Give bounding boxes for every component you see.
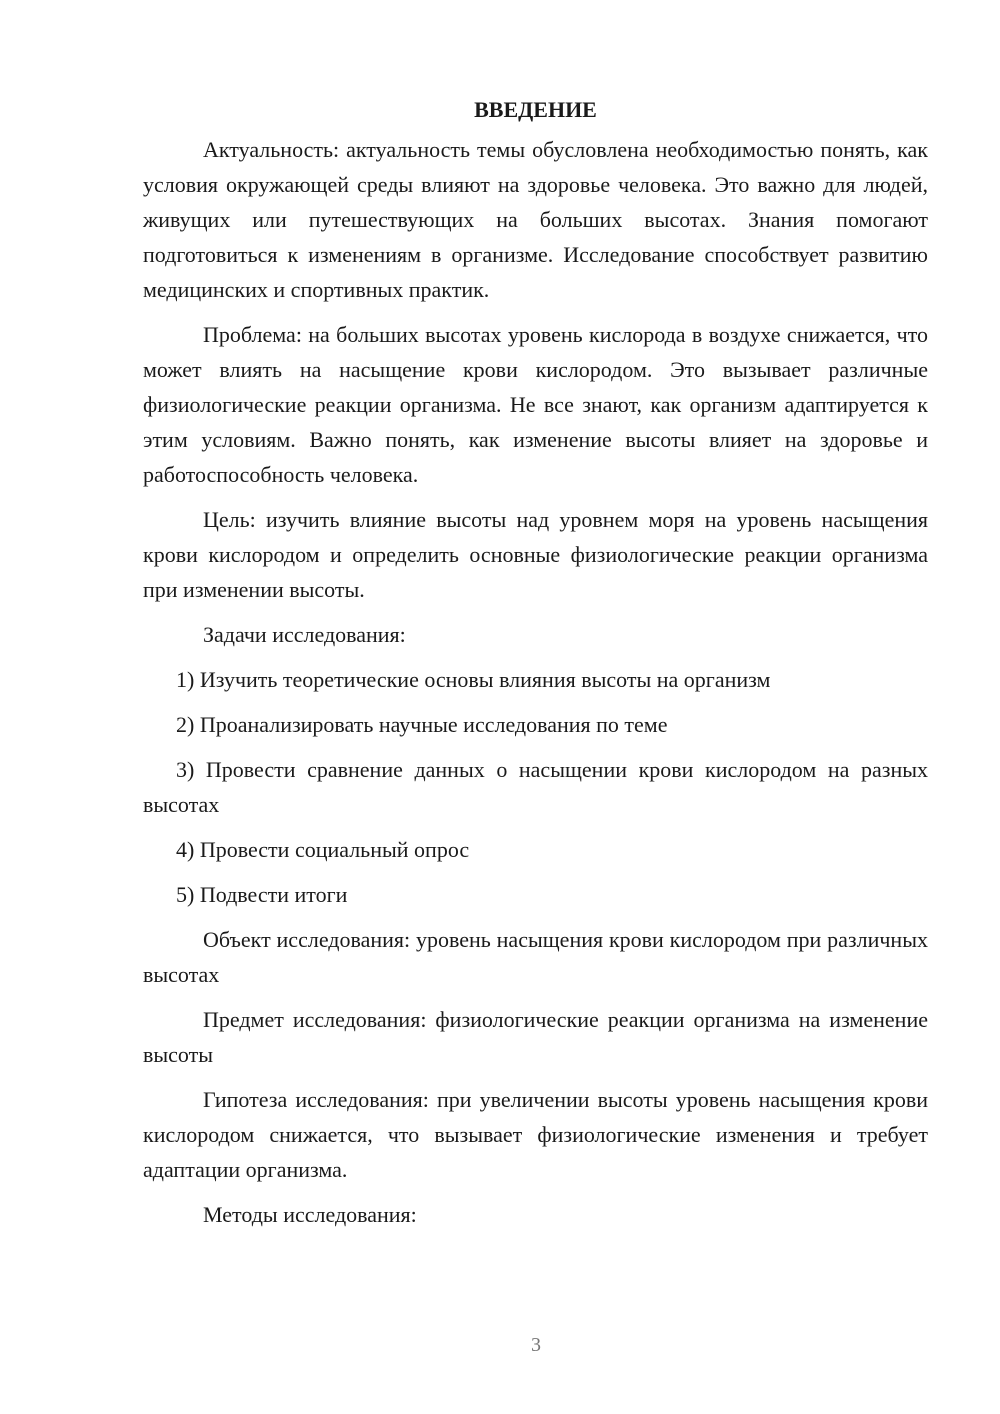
methods-title: Методы исследования: xyxy=(203,1202,417,1227)
paragraph-relevance: Актуальность: актуальность темы обусловлена необходимостью понять, как условия окружающей среды влияют на здоровье человека. Это важно для людей, живущих или путешествующих на больших высотах. Знания помогают подготовиться к изменениям в организме. Исследование способствует развитию медицинских и спортивных практик. xyxy=(143,137,928,302)
tasks-title: Задачи исследования: xyxy=(203,622,406,647)
paragraph-hypothesis: Гипотеза исследования: при увеличении высоты уровень насыщения крови кислородом снижается, что вызывает физиологические изменения и требует адаптации организма. xyxy=(143,1087,928,1182)
paragraph-object: Объект исследования: уровень насыщения крови кислородом при различных высотах xyxy=(143,927,928,987)
paragraph-goal: Цель: изучить влияние высоты над уровнем моря на уровень насыщения крови кислородом и определить основные физиологические реакции организма при изменении высоты. xyxy=(143,507,928,602)
task-item-2: 2) Проанализировать научные исследования по теме xyxy=(176,712,668,737)
task-item-5: 5) Подвести итоги xyxy=(176,882,348,907)
page-number: 3 xyxy=(531,1334,541,1356)
paragraph-subject: Предмет исследования: физиологические реакции организма на изменение высоты xyxy=(143,1007,928,1067)
task-item-3: 3) Провести сравнение данных о насыщении крови кислородом на разных высотах xyxy=(143,757,928,817)
paragraph-problem: Проблема: на больших высотах уровень кислорода в воздухе снижается, что может влиять на насыщение крови кислородом. Это вызывает различные физиологические реакции организма. Не все знают, как организм адаптируется к этим условиям. Важно понять, как изменение высоты влияет на здоровье и работоспособность человека. xyxy=(143,322,928,487)
document-heading: ВВЕДЕНИЕ xyxy=(474,97,597,122)
document-page xyxy=(143,92,928,1242)
task-item-4: 4) Провести социальный опрос xyxy=(176,837,470,862)
task-item-1: 1) Изучить теоретические основы влияния высоты на организм xyxy=(176,667,771,692)
